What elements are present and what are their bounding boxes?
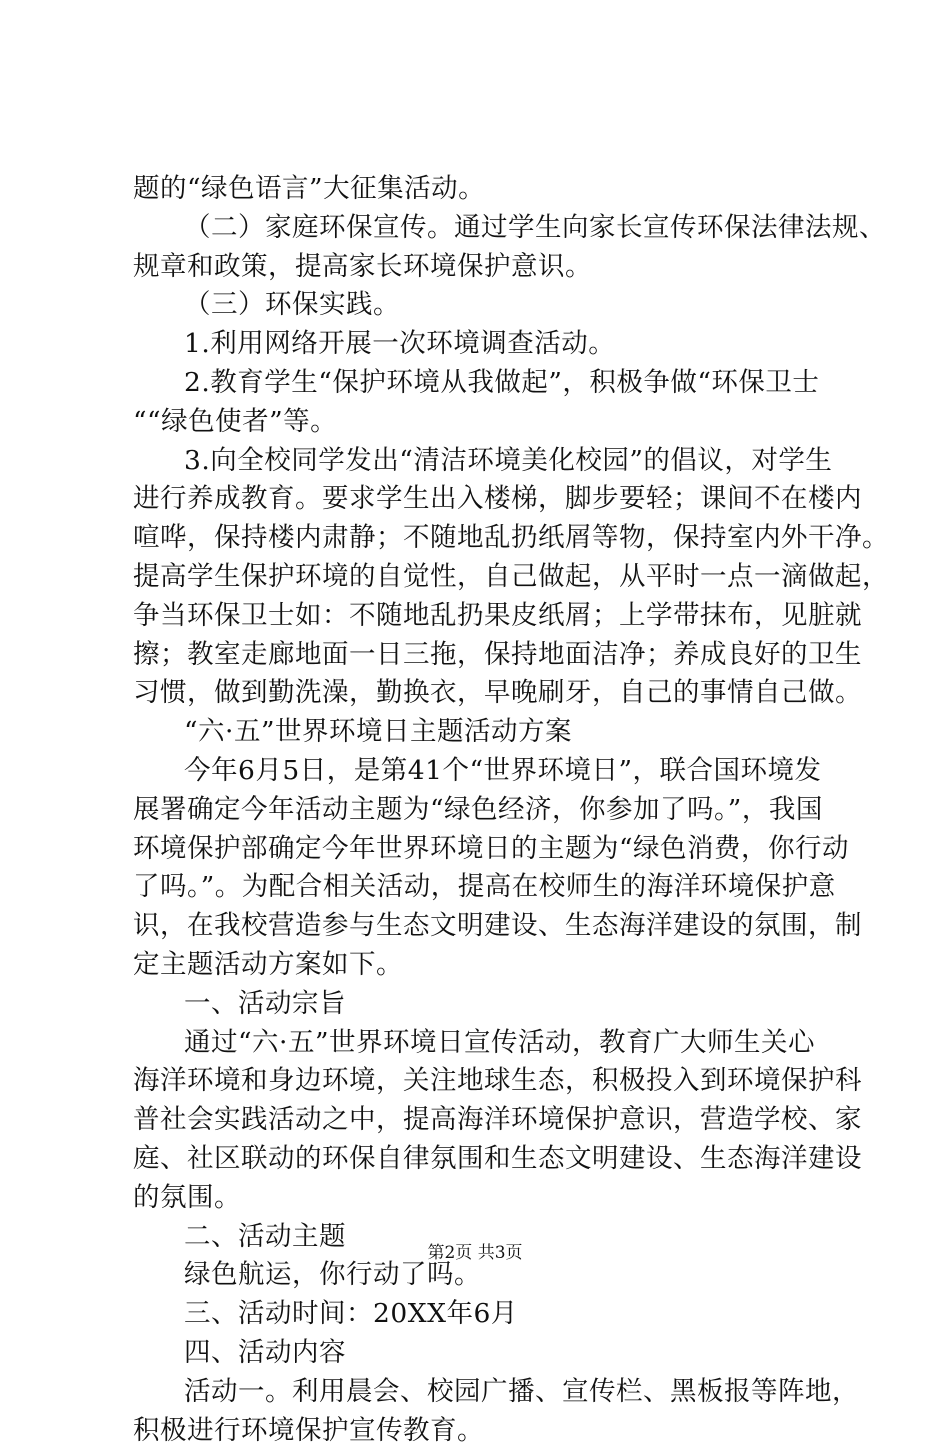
heading-time: 三、活动时间：20XX年6月 <box>133 1295 833 1334</box>
text-line: 1.利用网络开展一次环境调查活动。 <box>133 325 833 364</box>
text-line: 擦；教室走廊地面一日三拖，保持地面洁净；养成良好的卫生 <box>133 636 833 675</box>
text-line: ““绿色使者”等。 <box>133 403 833 442</box>
text-line: 展署确定今年活动主题为“绿色经济，你参加了吗。”，我国 <box>133 791 833 830</box>
page-footer: 第2页 共3页 <box>0 1243 950 1263</box>
text-line: 绿色航运，你行动了吗。 <box>133 1256 833 1295</box>
text-line: 题的“绿色语言”大征集活动。 <box>133 170 833 209</box>
text-line: 定主题活动方案如下。 <box>133 946 833 985</box>
text-line: （三）环保实践。 <box>133 286 833 325</box>
text-line: 环境保护部确定今年世界环境日的主题为“绿色消费，你行动 <box>133 830 833 869</box>
section-title: “六·五”世界环境日主题活动方案 <box>133 713 833 752</box>
text-line: 今年6月5日，是第41个“世界环境日”，联合国环境发 <box>133 752 833 791</box>
text-line: 识，在我校营造参与生态文明建设、生态海洋建设的氛围，制 <box>133 907 833 946</box>
text-line: 争当环保卫士如：不随地乱扔果皮纸屑；上学带抹布，见脏就 <box>133 597 833 636</box>
text-line: 习惯，做到勤洗澡，勤换衣，早晚刷牙，自己的事情自己做。 <box>133 674 833 713</box>
text-line: 规章和政策，提高家长环境保护意识。 <box>133 248 833 287</box>
text-line: 活动一。利用晨会、校园广播、宣传栏、黑板报等阵地， <box>133 1373 833 1412</box>
text-line: 2.教育学生“保护环境从我做起”，积极争做“环保卫士 <box>133 364 833 403</box>
text-line: 海洋环境和身边环境，关注地球生态，积极投入到环境保护科 <box>133 1062 833 1101</box>
heading-purpose: 一、活动宗旨 <box>133 985 833 1024</box>
text-line: 的氛围。 <box>133 1179 833 1218</box>
text-line: 庭、社区联动的环保自律氛围和生态文明建设、生态海洋建设 <box>133 1140 833 1179</box>
text-line: 进行养成教育。要求学生出入楼梯，脚步要轻；课间不在楼内 <box>133 480 833 519</box>
text-line: 积极进行环境保护宣传教育。 <box>133 1412 833 1450</box>
text-line: 通过“六·五”世界环境日宣传活动，教育广大师生关心 <box>133 1024 833 1063</box>
text-line: 3.向全校同学发出“清洁环境美化校园”的倡议，对学生 <box>133 442 833 481</box>
text-line: 提高学生保护环境的自觉性，自己做起，从平时一点一滴做起， <box>133 558 833 597</box>
text-line: 普社会实践活动之中，提高海洋环境保护意识，营造学校、家 <box>133 1101 833 1140</box>
text-line: 了吗。”。为配合相关活动，提高在校师生的海洋环境保护意 <box>133 868 833 907</box>
heading-content: 四、活动内容 <box>133 1334 833 1373</box>
text-line: 喧哗，保持楼内肃静；不随地乱扔纸屑等物，保持室内外干净。 <box>133 519 833 558</box>
text-line: （二）家庭环保宣传。通过学生向家长宣传环保法律法规、 <box>133 209 833 248</box>
heading-theme: 二、活动主题 <box>133 1218 833 1257</box>
